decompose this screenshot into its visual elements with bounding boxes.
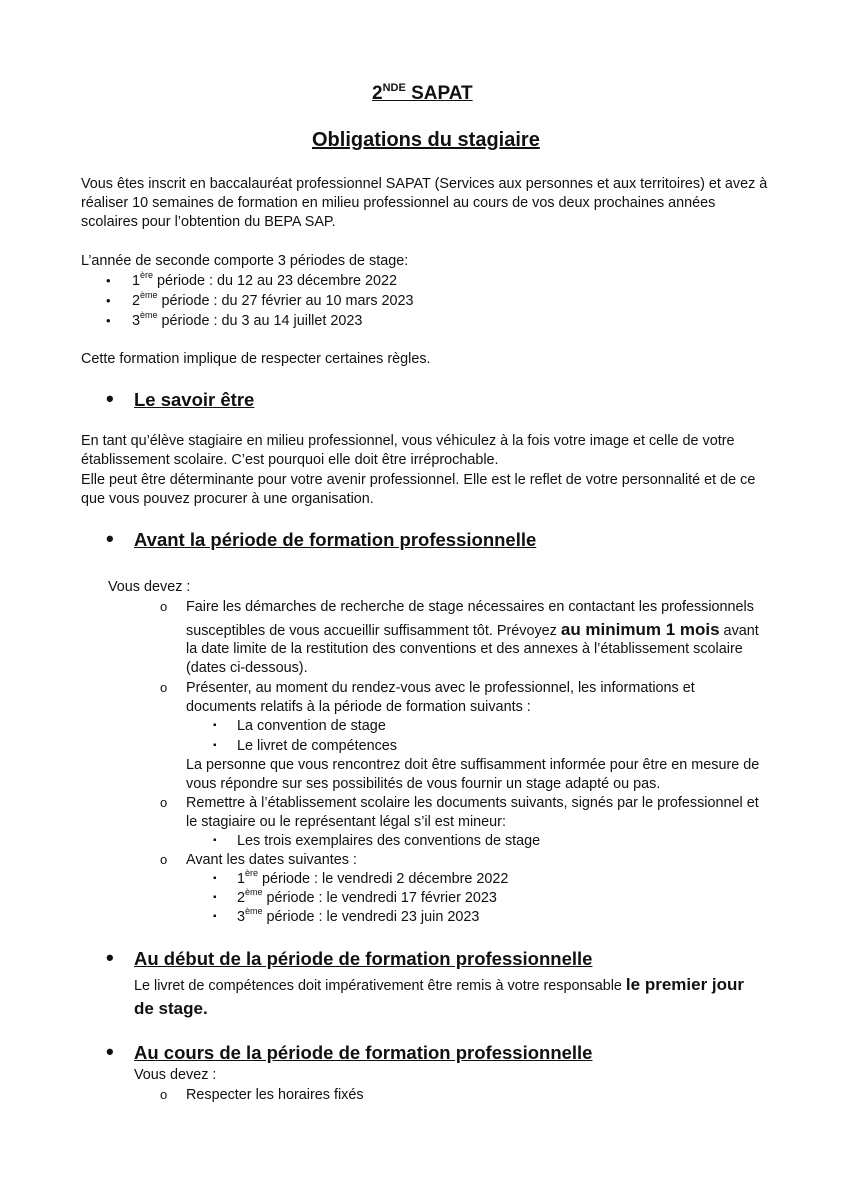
periods-intro: L’année de seconde comporte 3 périodes de stage: xyxy=(81,253,409,269)
heading-bullet-icon: • xyxy=(106,945,114,970)
class-program: SAPAT xyxy=(405,83,473,104)
avant-item1-line3: la date limite de la restitution des conventions et des annexes à l’établissement scolaire xyxy=(186,641,743,657)
avant-item2-sub-2: Le livret de compétences xyxy=(237,738,397,754)
avant-item2-line2: documents relatifs à la période de formation suivants : xyxy=(186,699,531,715)
avant-item1-line4: (dates ci-dessous). xyxy=(186,660,308,676)
deadline-text: période : le vendredi 2 décembre 2022 xyxy=(258,871,509,887)
bullet-icon: • xyxy=(106,273,111,288)
period-sup: ème xyxy=(140,310,158,321)
square-bullet-icon: ▪ xyxy=(213,892,217,903)
avant-item1-text-c: avant xyxy=(719,623,759,639)
avant-item3-line1: Remettre à l’établissement scolaire les documents suivants, signés par le professionnel et xyxy=(186,795,759,811)
circle-bullet-icon: o xyxy=(160,680,168,695)
circle-bullet-icon: o xyxy=(160,852,168,867)
intro-line-2: réaliser 10 semaines de formation en milieu professionnel au cours de vos deux prochaines années xyxy=(81,195,716,211)
debut-emphasis: le premier jour xyxy=(625,975,745,994)
avant-item4: Avant les dates suivantes : xyxy=(186,852,357,868)
debut-line-1 xyxy=(134,975,744,996)
avant-intro: Vous devez : xyxy=(108,579,191,595)
square-bullet-icon: ▪ xyxy=(213,740,217,751)
deadline-text: période : le vendredi 17 février 2023 xyxy=(262,890,497,906)
avant-item1-text-a: susceptibles de vous accueillir suffisamment tôt. Prévoyez xyxy=(186,623,561,639)
savoir-line-2: établissement scolaire. C’est pourquoi elle doit être irréprochable. xyxy=(81,452,499,468)
avant-item2-line4: vous répondre sur ses possibilités de vous fournir un stage adapté ou pas. xyxy=(186,776,661,792)
page-title: Obligations du stagiaire xyxy=(312,129,540,151)
period-num: 2 xyxy=(132,293,141,309)
avant-item3-sub: Les trois exemplaires des conventions de stage xyxy=(237,833,541,849)
section-heading-savoir-etre: Le savoir être xyxy=(134,389,255,410)
debut-line-2: de stage. xyxy=(134,999,208,1018)
square-bullet-icon: ▪ xyxy=(213,873,217,884)
debut-text: Le livret de compétences doit impérativement être remis à votre responsable xyxy=(134,978,626,994)
square-bullet-icon: ▪ xyxy=(213,720,217,731)
section-heading-cours: Au cours de la période de formation professionnelle xyxy=(134,1042,593,1063)
intro-line-1: Vous êtes inscrit en baccalauréat professionnel SAPAT (Services aux personnes et aux territoires) et avez à xyxy=(81,176,768,192)
period-text: période : du 3 au 14 juillet 2023 xyxy=(157,313,363,329)
period-item xyxy=(132,291,414,311)
square-bullet-icon: ▪ xyxy=(213,911,217,922)
cours-item-1: Respecter les horaires fixés xyxy=(186,1087,364,1103)
class-level-sup: NDE xyxy=(382,81,406,94)
avant-item3-line2: le stagiaire ou le représentant légal s’il est mineur: xyxy=(186,814,506,830)
section-heading-avant: Avant la période de formation professionnelle xyxy=(134,529,537,550)
cours-intro: Vous devez : xyxy=(134,1067,217,1083)
deadline-item xyxy=(237,907,479,927)
rules-text: Cette formation implique de respecter certaines règles. xyxy=(81,351,431,367)
avant-item2-line3: La personne que vous rencontrez doit être suffisamment informée pour être en mesure de xyxy=(186,757,760,773)
deadline-sup: ème xyxy=(245,906,263,917)
bullet-icon: • xyxy=(106,313,111,328)
square-bullet-icon: ▪ xyxy=(213,835,217,846)
avant-item1-line1: Faire les démarches de recherche de stage nécessaires en contactant les professionnels xyxy=(186,599,754,615)
period-num: 1 xyxy=(132,273,141,289)
period-text: période : du 27 février au 10 mars 2023 xyxy=(157,293,414,309)
deadline-num: 2 xyxy=(237,890,246,906)
period-num: 3 xyxy=(132,313,141,329)
avant-item2-sub-1: La convention de stage xyxy=(237,718,386,734)
savoir-line-1: En tant qu’élève stagiaire en milieu professionnel, vous véhiculez à la fois votre image et celle de votre xyxy=(81,433,735,449)
avant-item1-line2 xyxy=(186,620,759,641)
avant-item2-line1: Présenter, au moment du rendez-vous avec le professionnel, les informations et xyxy=(186,680,695,696)
section-heading-debut: Au début de la période de formation professionnelle xyxy=(134,948,593,969)
circle-bullet-icon: o xyxy=(160,1087,168,1102)
heading-bullet-icon: • xyxy=(106,526,114,551)
deadline-num: 3 xyxy=(237,909,246,925)
period-item xyxy=(132,311,362,331)
deadline-sup: ère xyxy=(245,868,259,879)
deadline-num: 1 xyxy=(237,871,246,887)
deadline-item xyxy=(237,888,497,908)
savoir-line-3: Elle peut être déterminante pour votre avenir professionnel. Elle est le reflet de votre personnalité et de ce xyxy=(81,472,756,488)
intro-line-3: scolaires pour l’obtention du BEPA SAP. xyxy=(81,214,336,230)
period-sup: ème xyxy=(140,290,158,301)
deadline-item xyxy=(237,869,508,889)
avant-item1-emphasis: au minimum 1 mois xyxy=(560,620,720,639)
class-level: 2 xyxy=(372,83,383,104)
bullet-icon: • xyxy=(106,293,111,308)
circle-bullet-icon: o xyxy=(160,599,168,614)
heading-bullet-icon: • xyxy=(106,1039,114,1064)
circle-bullet-icon: o xyxy=(160,795,168,810)
class-title xyxy=(372,81,473,104)
period-item xyxy=(132,271,397,291)
deadline-text: période : le vendredi 23 juin 2023 xyxy=(262,909,480,925)
heading-bullet-icon: • xyxy=(106,386,114,411)
period-text: période : du 12 au 23 décembre 2022 xyxy=(153,273,398,289)
savoir-line-4: que vous pouvez procurer à une organisation. xyxy=(81,491,374,507)
deadline-sup: ème xyxy=(245,887,263,898)
period-sup: ère xyxy=(140,270,154,281)
